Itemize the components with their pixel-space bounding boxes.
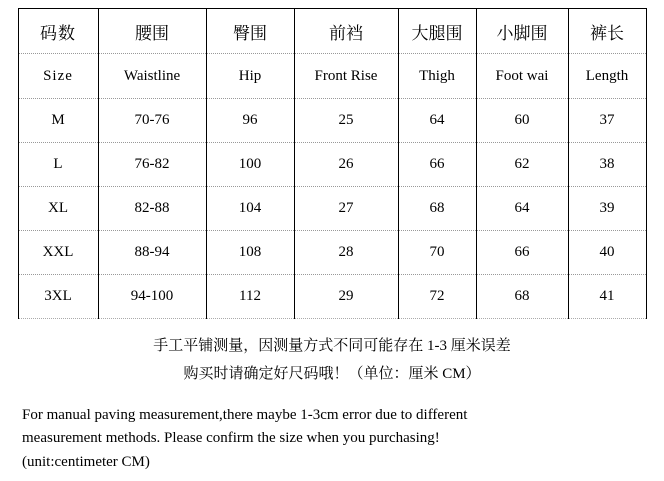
note-en-line-3: (unit:centimeter CM) bbox=[22, 453, 150, 470]
cell-rise: 29 bbox=[294, 275, 398, 319]
size-chart-document bbox=[0, 8, 664, 481]
size-table bbox=[18, 8, 647, 319]
column-header-cn-thigh: 大腿围 bbox=[398, 9, 476, 54]
cell-size: L bbox=[18, 143, 98, 187]
table-header-row-cn bbox=[18, 9, 646, 54]
cell-waist: 94-100 bbox=[98, 275, 206, 319]
cell-waist: 76-82 bbox=[98, 143, 206, 187]
cell-size: XL bbox=[18, 187, 98, 231]
column-header-en-waist: Waistline bbox=[98, 54, 206, 99]
cell-foot: 68 bbox=[476, 275, 568, 319]
table-row bbox=[18, 99, 646, 143]
cell-foot: 62 bbox=[476, 143, 568, 187]
cell-size: M bbox=[18, 99, 98, 143]
column-header-cn-size: 码数 bbox=[18, 9, 98, 54]
cell-rise: 27 bbox=[294, 187, 398, 231]
column-header-en-rise: Front Rise bbox=[294, 54, 398, 99]
cell-length: 40 bbox=[568, 231, 646, 275]
note-en-line-1: For manual paving measurement,there maybe 1-3cm error due to different bbox=[22, 407, 468, 423]
cell-rise: 26 bbox=[294, 143, 398, 187]
cell-hip: 96 bbox=[206, 99, 294, 143]
cell-thigh: 70 bbox=[398, 231, 476, 275]
table-row bbox=[18, 275, 646, 319]
note-en-line-2: measurement methods. Please confirm the size when you purchasing! bbox=[22, 430, 440, 447]
cell-thigh: 68 bbox=[398, 187, 476, 231]
cell-hip: 112 bbox=[206, 275, 294, 319]
cell-thigh: 64 bbox=[398, 99, 476, 143]
note-cn-line-1: 手工平铺测量，因测量方式不同可能存在 1-3 厘米误差 bbox=[153, 338, 511, 354]
column-header-en-thigh: Thigh bbox=[398, 54, 476, 99]
cell-size: XXL bbox=[18, 231, 98, 275]
table-row bbox=[18, 187, 646, 231]
cell-foot: 60 bbox=[476, 99, 568, 143]
cell-foot: 64 bbox=[476, 187, 568, 231]
cell-foot: 66 bbox=[476, 231, 568, 275]
measurement-note-en bbox=[22, 404, 642, 474]
cell-waist: 82-88 bbox=[98, 187, 206, 231]
cell-hip: 104 bbox=[206, 187, 294, 231]
column-header-cn-rise: 前裆 bbox=[294, 9, 398, 54]
column-header-en-foot: Foot wai bbox=[476, 54, 568, 99]
cell-waist: 88-94 bbox=[98, 231, 206, 275]
cell-size: 3XL bbox=[18, 275, 98, 319]
cell-length: 37 bbox=[568, 99, 646, 143]
cell-length: 39 bbox=[568, 187, 646, 231]
cell-hip: 108 bbox=[206, 231, 294, 275]
note-cn-line-2: 购买时请确定好尺码哦！（单位：厘米 CM） bbox=[183, 365, 481, 382]
measurement-note-cn bbox=[0, 333, 664, 388]
cell-thigh: 66 bbox=[398, 143, 476, 187]
column-header-cn-waist: 腰围 bbox=[98, 9, 206, 54]
cell-hip: 100 bbox=[206, 143, 294, 187]
table-row bbox=[18, 143, 646, 187]
table-row bbox=[18, 231, 646, 275]
table-header-row-en bbox=[18, 54, 646, 99]
column-header-en-hip: Hip bbox=[206, 54, 294, 99]
column-header-cn-length: 裤长 bbox=[568, 9, 646, 54]
cell-length: 41 bbox=[568, 275, 646, 319]
cell-length: 38 bbox=[568, 143, 646, 187]
column-header-en-length: Length bbox=[568, 54, 646, 99]
cell-thigh: 72 bbox=[398, 275, 476, 319]
cell-rise: 25 bbox=[294, 99, 398, 143]
column-header-en-size: Size bbox=[18, 54, 98, 99]
column-header-cn-foot: 小脚围 bbox=[476, 9, 568, 54]
column-header-cn-hip: 臀围 bbox=[206, 9, 294, 54]
cell-rise: 28 bbox=[294, 231, 398, 275]
cell-waist: 70-76 bbox=[98, 99, 206, 143]
